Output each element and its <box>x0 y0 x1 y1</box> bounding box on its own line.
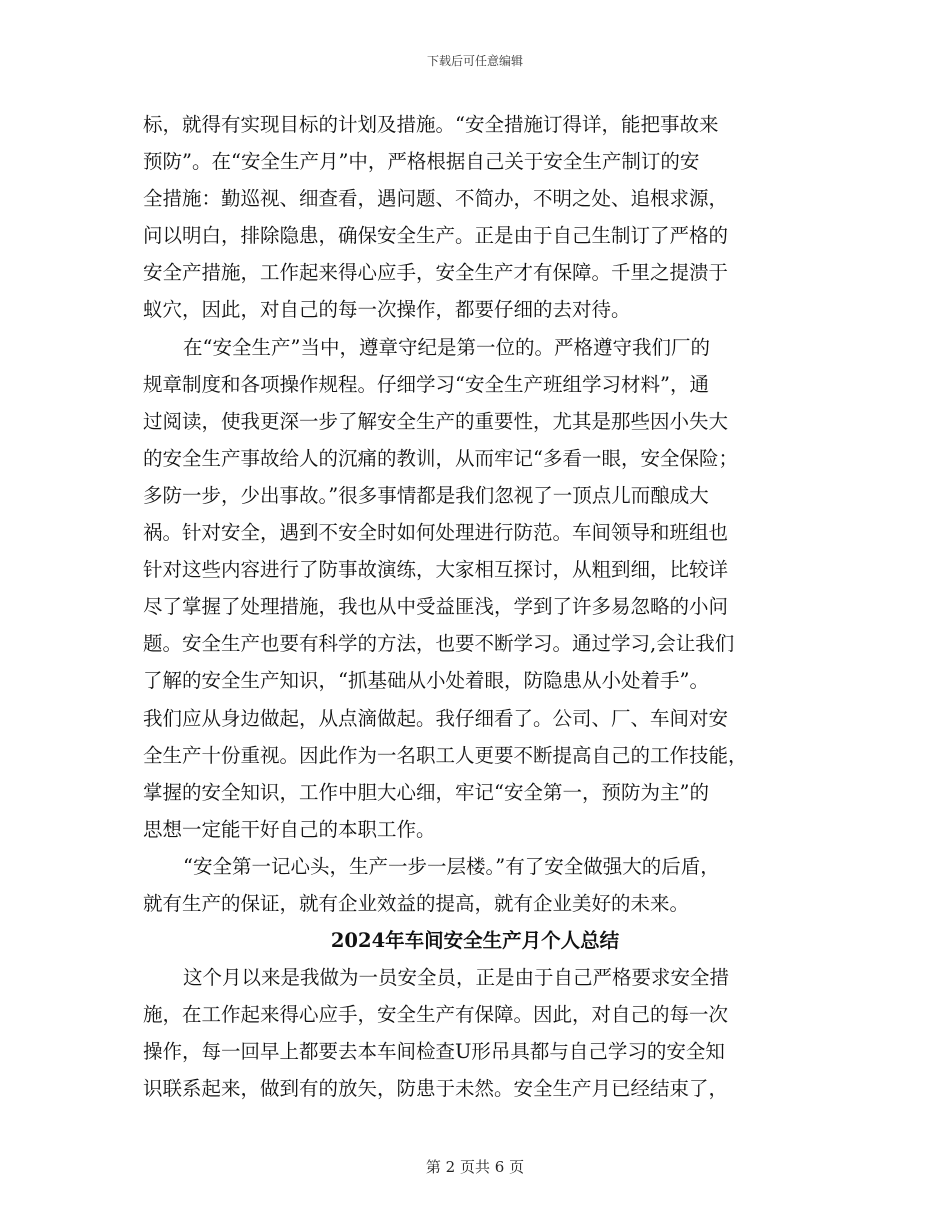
paragraph-line: 在“安全生产”当中，遵章守纪是第一位的。严格遵守我们厂的 <box>183 335 710 359</box>
paragraph-line: 全措施：勤巡视、细查看，遇问题、不简办，不明之处、追根求源， <box>143 187 729 211</box>
paragraph-line: 全生产十份重视。因此作为一名职工人更要不断提高自己的工作技能， <box>143 743 748 767</box>
paragraph-line: 的安全生产事故给人的沉痛的教训，从而牢记“多看一眼，安全保险； <box>143 446 738 470</box>
paragraph-line: 这个月以来是我做为一员安全员，正是由于自己严格要求安全措 <box>183 966 730 990</box>
page-footer: 第 2 页共 6 页 <box>425 1158 525 1176</box>
paragraph-line: 就有生产的保证，就有企业效益的提高，就有企业美好的未来。 <box>143 891 690 915</box>
paragraph-line: 祸。针对安全，遇到不安全时如何处理进行防范。车间领导和班组也 <box>143 521 729 545</box>
paragraph-line: 问以明白，排除隐患，确保安全生产。正是由于自己生制订了严格的 <box>143 224 729 248</box>
paragraph-line: 规章制度和各项操作规程。仔细学习“安全生产班组学习材料”，通 <box>143 372 709 396</box>
paragraph-line: 施，在工作起来得心应手，安全生产有保障。因此，对自己的每一次 <box>143 1003 729 1027</box>
paragraph-line: “安全第一记心头，生产一步一层楼。”有了安全做强大的后盾， <box>183 854 720 878</box>
paragraph-line: 尽了掌握了处理措施，我也从中受益匪浅，学到了许多易忽略的小问 <box>143 595 729 619</box>
paragraph-line: 操作，每一回早上都要去本车间检查U形吊具都与自己学习的安全知 <box>143 1040 725 1064</box>
section-title: 2024年车间安全生产月个人总结 <box>330 929 620 953</box>
paragraph-line: 标，就得有实现目标的计划及措施。“安全措施订得详，能把事故来 <box>143 113 719 136</box>
paragraph-line: 预防”。在“安全生产月”中，严格根据自己关于安全生产制订的安 <box>143 150 700 174</box>
paragraph-line: 识联系起来，做到有的放矢，防患于未然。安全生产月已经结束了， <box>143 1077 729 1101</box>
paragraph-line: 蚁穴，因此，对自己的每一次操作，都要仔细的去对待。 <box>143 298 631 322</box>
paragraph-line: 掌握的安全知识，工作中胆大心细，牢记“安全第一，预防为主”的 <box>143 780 709 804</box>
paragraph-line: 我们应从身边做起，从点滴做起。我仔细看了。公司、厂、车间对安 <box>143 706 729 730</box>
paragraph-line: 过阅读，使我更深一步了解安全生产的重要性，尤其是那些因小失大 <box>143 409 729 433</box>
paragraph-line: 多防一步，少出事故。”很多事情都是我们忽视了一顶点儿而酿成大 <box>143 483 709 507</box>
paragraph-line: 了解的安全生产知识，“抓基础从小处着眼，防隐患从小处着手”。 <box>143 669 709 693</box>
page-header: 下载后可任意编辑 <box>426 54 523 68</box>
paragraph-line: 题。安全生产也要有科学的方法，也要不断学习。通过学习,会让我们 <box>143 632 735 656</box>
document-body <box>143 106 807 1108</box>
paragraph-line: 针对这些内容进行了防事故演练，大家相互探讨，从粗到细，比较详 <box>143 558 729 582</box>
paragraph-line: 安全产措施，工作起来得心应手，安全生产才有保障。千里之提溃于 <box>143 261 729 285</box>
paragraph-line: 思想一定能干好自己的本职工作。 <box>143 817 436 841</box>
